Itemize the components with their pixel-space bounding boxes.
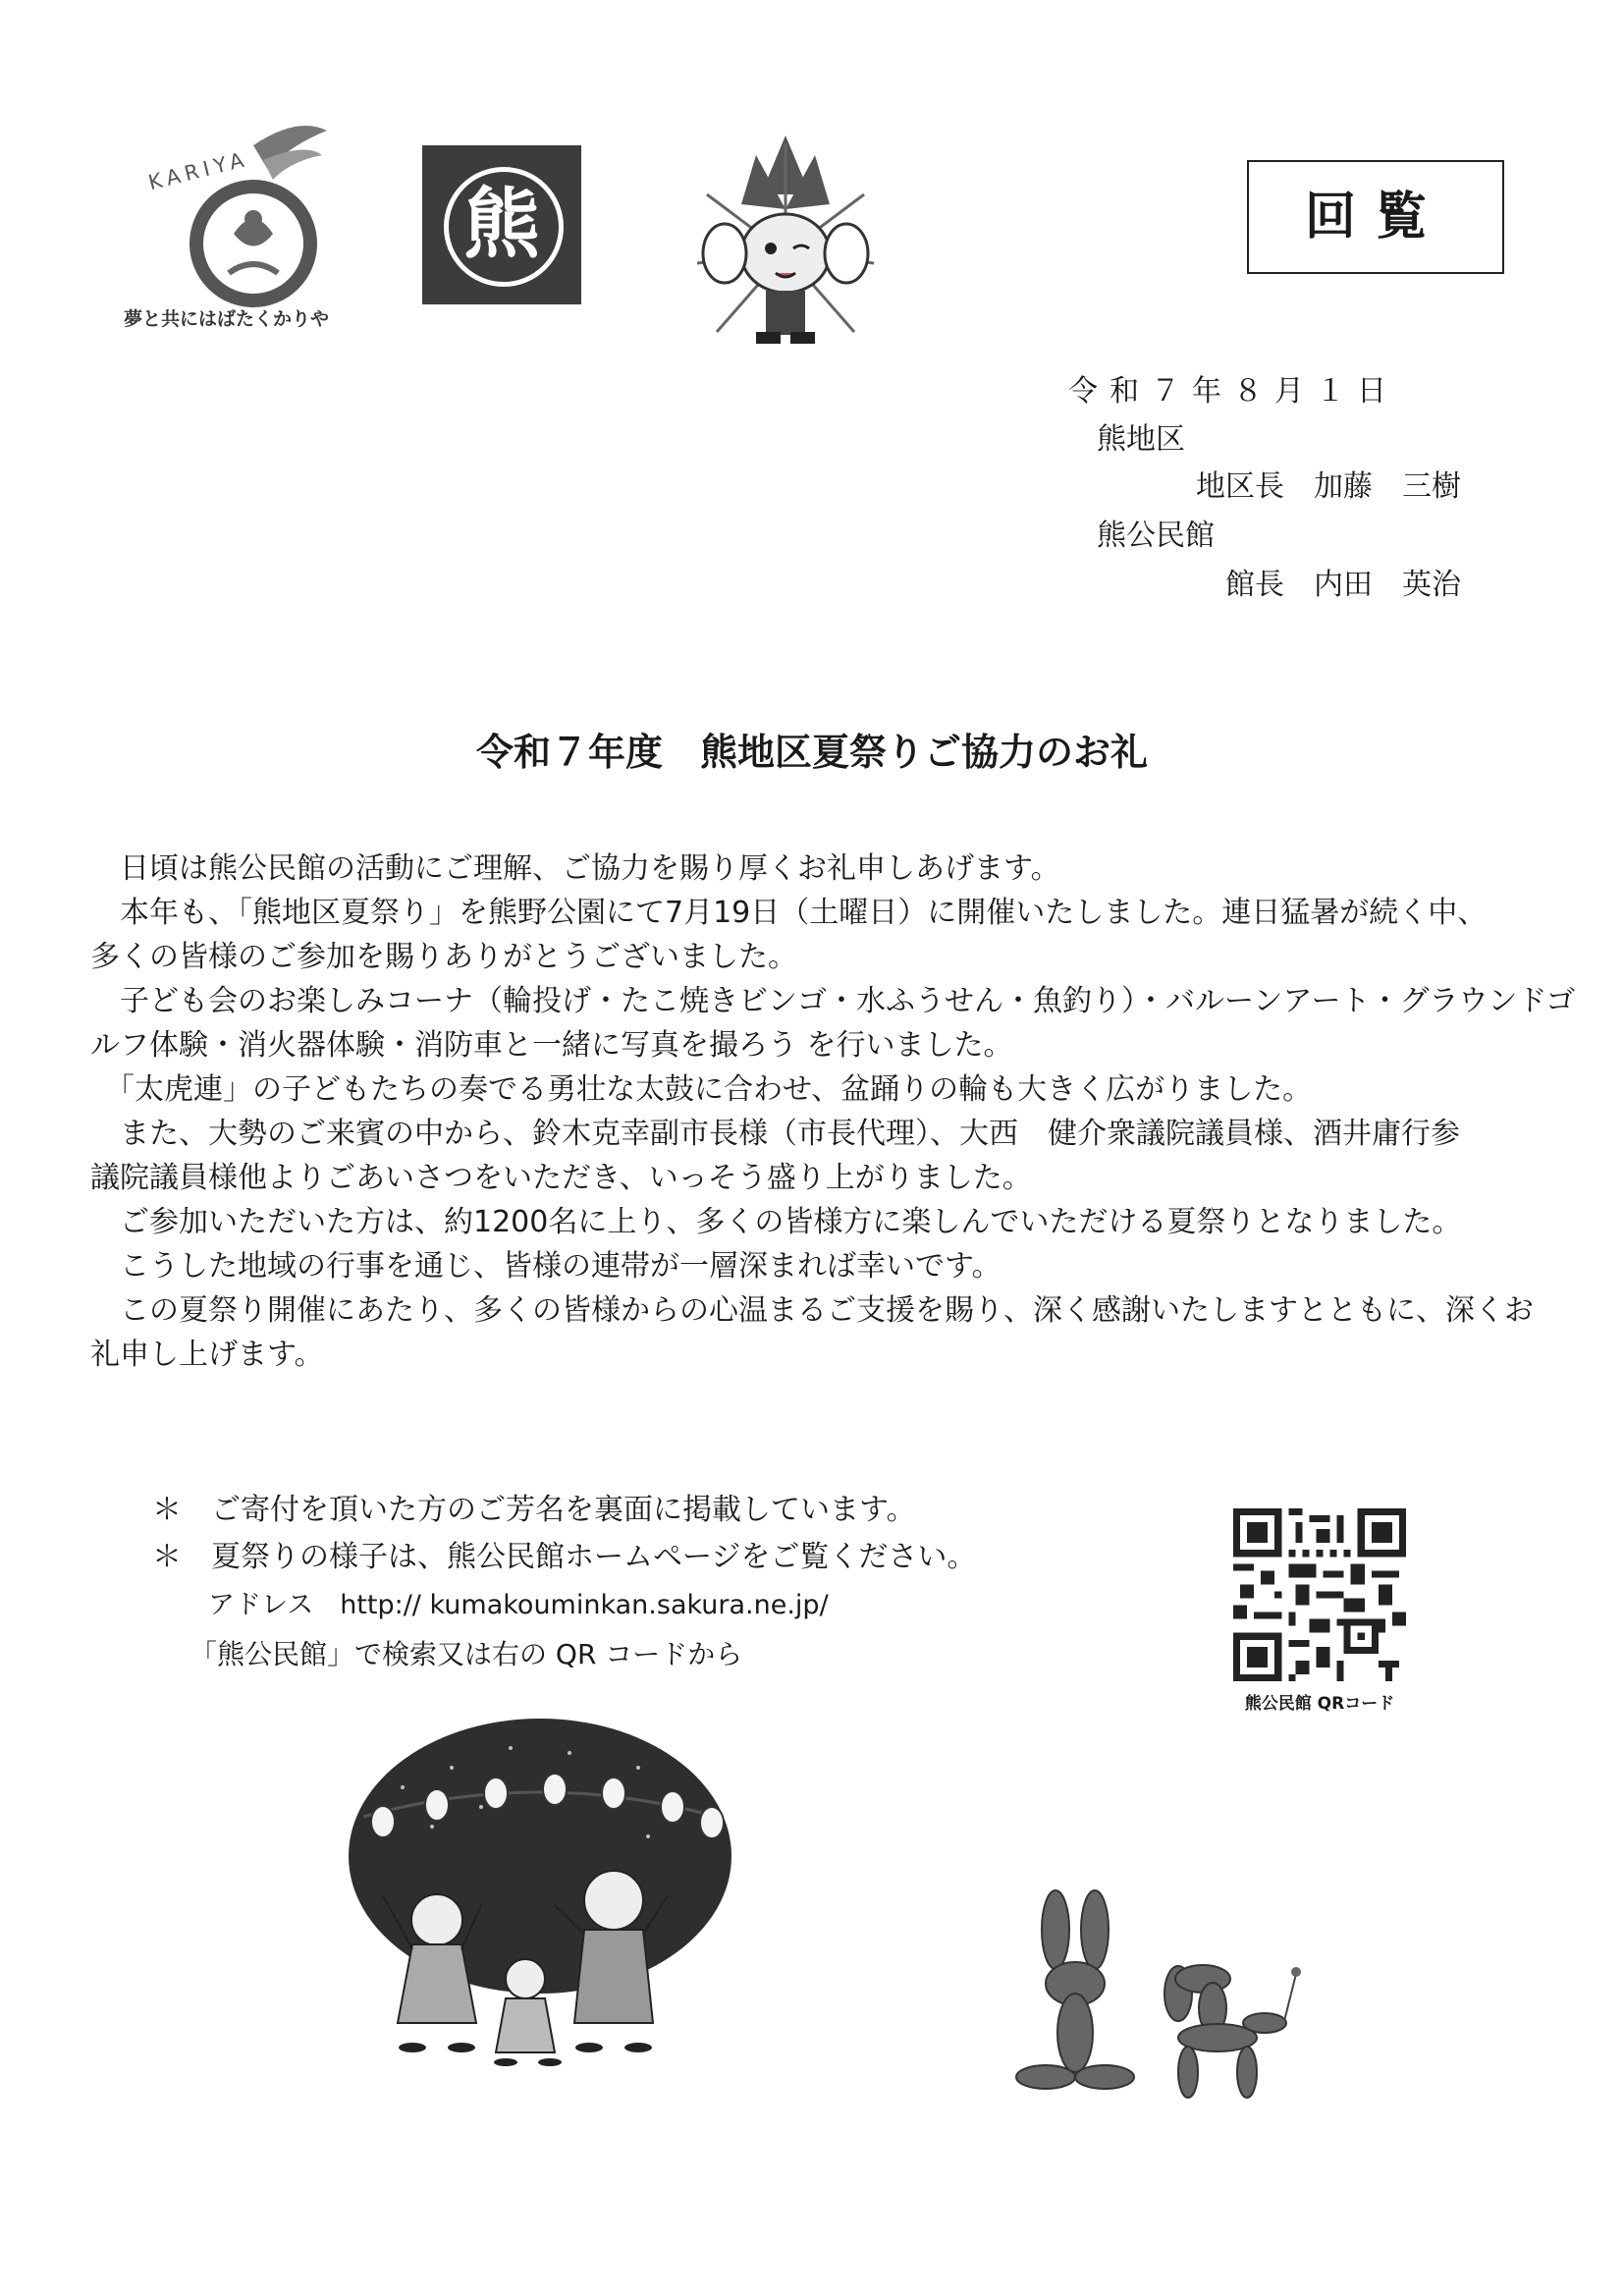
- qr-code-icon[interactable]: [1233, 1508, 1406, 1681]
- kuma-emblem-char: 熊: [462, 181, 540, 269]
- kairan-box: 回覧: [1247, 160, 1504, 274]
- letter-body: [90, 847, 1576, 1377]
- kariya-75-logo: [124, 126, 332, 337]
- bon-odori-illustration-icon: [344, 1709, 736, 2082]
- body-line: 子ども会のお楽しみコーナ（輪投げ・たこ焼きビンゴ・水ふうせん・魚釣り）・バルーンアート・グラウンドゴ: [90, 984, 1576, 1018]
- sender-org-hall: 熊公民館: [1097, 519, 1215, 553]
- note-search: 「熊公民館」で検索又は右の QR コードから: [189, 1638, 743, 1670]
- note-homepage: ＊ 夏祭りの様子は、熊公民館ホームページをご覧ください。: [152, 1540, 977, 1574]
- body-line: 「太虎連」の子どもたちの奏でる勇壮な太鼓に合わせ、盆踊りの輪も大きく広がりました。: [90, 1072, 1313, 1107]
- homepage-address-link[interactable]: アドレス http:// kumakouminkan.sakura.ne.jp/: [208, 1590, 829, 1620]
- sender-district-head: 地区長 加藤 三樹: [1196, 469, 1461, 504]
- body-line: 本年も、「熊地区夏祭り」を熊野公園にて7月19日（土曜日）に開催いたしました。連日猛暑が続く中、: [90, 896, 1488, 930]
- kariya-word: KARIYA: [145, 146, 251, 195]
- body-line: 礼申し上げます。: [90, 1338, 324, 1372]
- kuma-emblem: [422, 145, 581, 304]
- page-title: 令和７年度 熊地区夏祭りご協力のお礼: [475, 731, 1148, 774]
- body-line: また、大勢のご来賓の中から、鈴木克幸副市長様（市長代理）、大西 健介衆議院議員様、酒井庸行参: [90, 1117, 1460, 1151]
- mascot-character-icon: [687, 136, 884, 352]
- body-line: こうした地域の行事を通じ、皆様の連帯が一層深まれば幸いです。: [90, 1249, 1001, 1284]
- body-line: ご参加いただいた方は、約1200名に上り、多くの皆様方に楽しんでいただける夏祭りとなりました。: [90, 1205, 1462, 1239]
- kariya-slogan: 夢と共にはばたくかりや: [124, 308, 330, 330]
- body-line: 多くの皆様のご参加を賜りありがとうございました。: [90, 940, 797, 974]
- body-line: 議院議員様他よりごあいさつをいただき、いっそう盛り上がりました。: [90, 1161, 1032, 1195]
- issue-date: 令和７年８月１日: [1068, 374, 1398, 409]
- note-donors: ＊ ご寄付を頂いた方のご芳名を裏面に掲載しています。: [152, 1493, 916, 1527]
- body-line: 日頃は熊公民館の活動にご理解、ご協力を賜り厚くお礼申しあげます。: [90, 851, 1060, 886]
- sender-hall-director: 館長 内田 英治: [1225, 568, 1461, 602]
- balloon-art-illustration-icon: [1001, 1886, 1316, 2102]
- sender-org-district: 熊地区: [1097, 422, 1185, 457]
- body-line: この夏祭り開催にあたり、多くの皆様からの心温まるご支援を賜り、深く感謝いたしますとともに、深くお: [90, 1293, 1534, 1328]
- body-line: ルフ体験・消火器体験・消防車と一緒に写真を撮ろう を行いました。: [90, 1028, 1013, 1063]
- qr-caption: 熊公民館 QRコード: [1244, 1694, 1395, 1714]
